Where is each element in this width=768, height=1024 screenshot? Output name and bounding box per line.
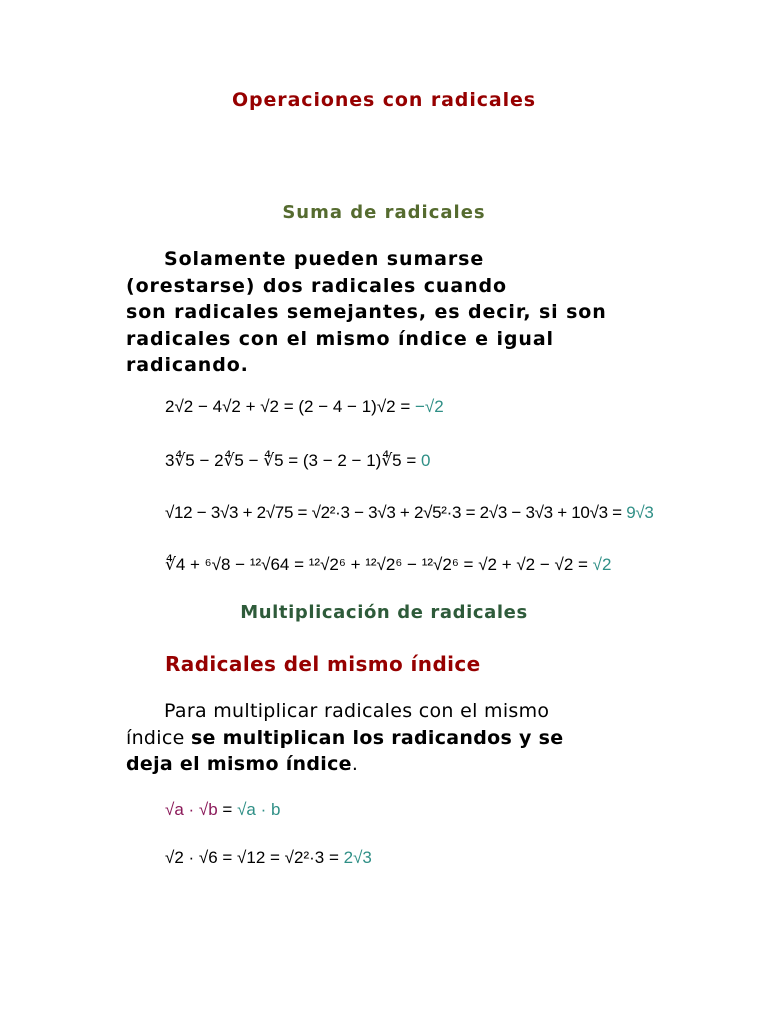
mult-text-bold-1: se multiplican los radicandos y se xyxy=(190,726,564,749)
formula-suma-2 xyxy=(165,451,430,471)
formula-result: 0 xyxy=(421,451,431,470)
formula-mult-example xyxy=(165,848,372,868)
formula-term: ∜4 + ⁶√8 − ¹²√64 = ¹²√2⁶ + ¹²√2⁶ − ¹²√2⁶ = √2 + √2 − √2 = xyxy=(165,555,593,574)
mult-text-bold-2: deja el mismo índice xyxy=(126,753,352,775)
suma-text-line-1: Solamente pueden sumarse xyxy=(164,248,485,270)
formula-result: 2√3 xyxy=(343,848,372,867)
formula-suma-1 xyxy=(165,397,444,417)
section-heading-suma: Suma de radicales xyxy=(282,202,486,223)
formula-result: √a · b xyxy=(237,800,281,819)
formula-mult-general xyxy=(165,800,280,820)
suma-text-line-4: radicales con el mismo índice e igual xyxy=(126,327,554,350)
subsection-heading-mismo-indice: Radicales del mismo índice xyxy=(165,652,481,676)
formula-term: √12 − 3√3 + 2√75 = √2²·3 − 3√3 + 2√5²·3 = 2√3 − 3√3 + 10√3 = xyxy=(165,503,627,522)
formula-term: √2 · √6 = √12 = √2²·3 = xyxy=(165,848,344,867)
mult-text-plain: índice xyxy=(126,726,191,749)
formula-term: = xyxy=(217,800,238,819)
suma-text-line-3: son radicales semejantes, es decir, si son xyxy=(126,301,607,323)
formula-result: √2 xyxy=(592,555,612,574)
suma-text-line-2: (orestarse) dos radicales cuando xyxy=(126,274,507,297)
formula-term: 3∜5 − 2∜5 − ∜5 = (3 − 2 − 1)∜5 = xyxy=(165,451,421,470)
formula-suma-4 xyxy=(165,555,611,575)
formula-suma-3 xyxy=(165,503,654,523)
formula-result: 9√3 xyxy=(626,503,654,522)
mult-text-line-1: Para multiplicar radicales con el mismo xyxy=(164,700,550,722)
formula-term: 2√2 − 4√2 + √2 = (2 − 4 − 1)√2 = xyxy=(165,397,415,416)
page-title: Operaciones con radicales xyxy=(231,89,537,111)
suma-paragraph xyxy=(126,246,686,379)
formula-result: −√2 xyxy=(414,397,444,416)
section-heading-multiplicacion: Multiplicación de radicales xyxy=(240,602,528,623)
mult-text-end: . xyxy=(351,753,359,775)
formula-term: √a · √b xyxy=(165,800,218,819)
suma-text-line-5: radicando. xyxy=(126,354,249,376)
multiplicacion-paragraph xyxy=(126,698,646,778)
